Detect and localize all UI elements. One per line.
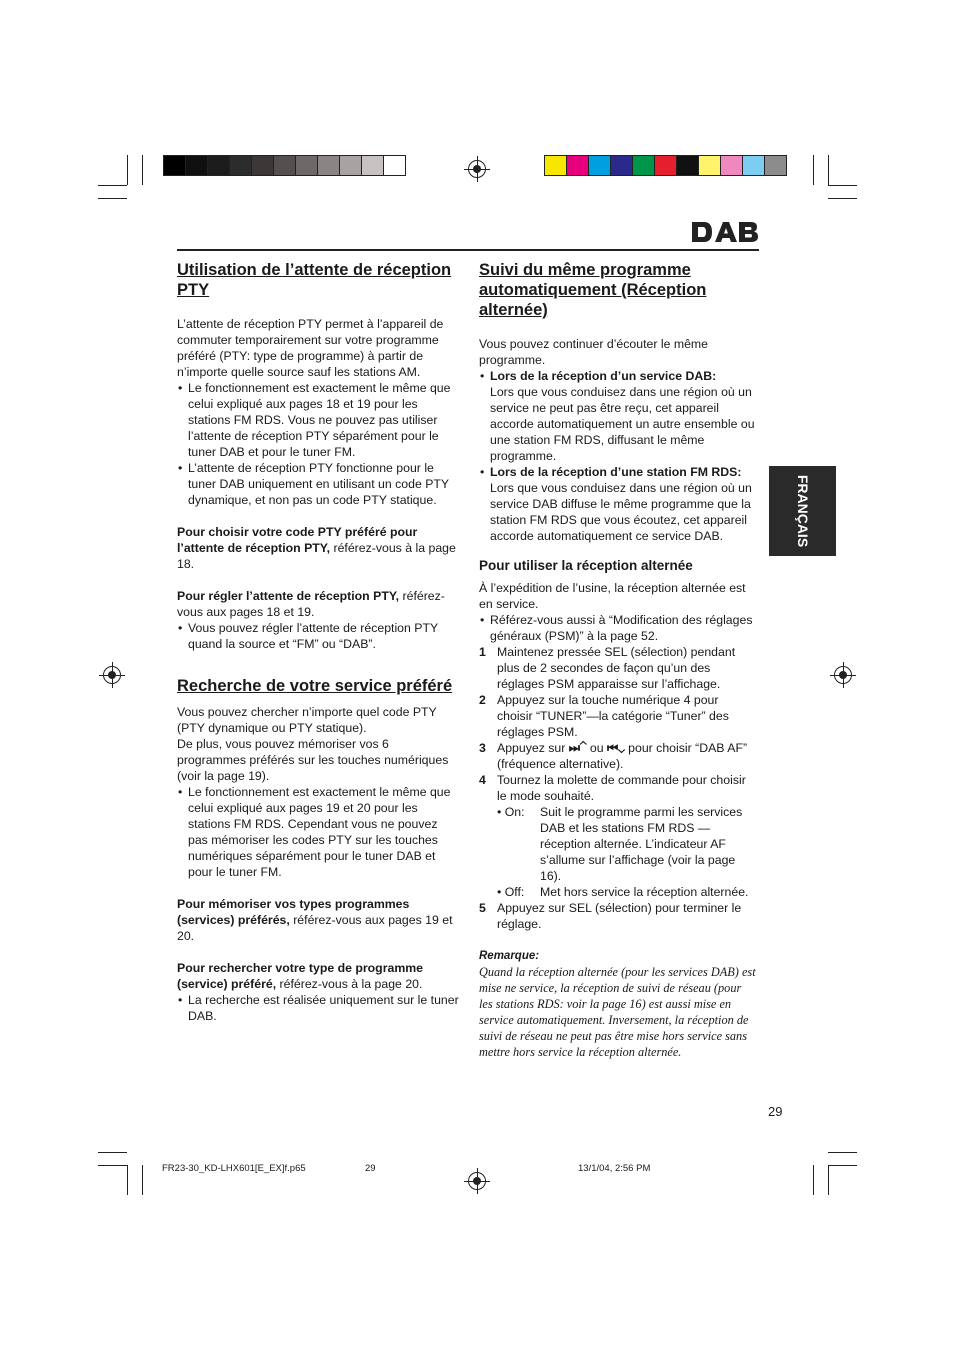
footer-filename: FR23-30_KD-LHX601[E_EX]f.p65 <box>162 1163 306 1174</box>
crop-mark <box>828 1165 857 1166</box>
crop-mark <box>127 1165 128 1195</box>
color-swatch <box>295 155 318 176</box>
crop-mark <box>828 198 857 199</box>
registration-mark-icon <box>834 666 852 684</box>
crop-mark <box>142 1165 143 1195</box>
crop-mark <box>828 155 829 185</box>
crop-mark <box>142 155 143 185</box>
bullet-item: • La recherche est réalisée uniquement sur le tuner DAB. <box>177 992 459 1024</box>
remark-title: Remarque: <box>479 950 540 962</box>
cmyk-color-bar <box>544 155 786 176</box>
crop-mark <box>828 185 857 186</box>
paragraph: De plus, vous pouvez mémoriser vos 6 programmes préférés sur les touches numériques (voir la page 19). <box>177 737 449 783</box>
color-swatch <box>317 155 340 176</box>
left-column <box>177 258 459 1024</box>
footer-page: 29 <box>365 1163 376 1174</box>
section-title-alternative-reception: Suivi du même programme automatiquement (Réception alternée) <box>479 261 707 319</box>
step-item: 5 Appuyez sur SEL (sélection) pour terminer le réglage. <box>479 901 742 931</box>
color-swatch <box>632 155 655 176</box>
color-swatch <box>588 155 611 176</box>
paragraph: Pour régler l’attente de réception PTY, référez-vous aux pages 18 et 19. <box>177 589 445 619</box>
registration-mark-icon <box>103 666 121 684</box>
step-item: 1 Maintenez pressée SEL (sélection) pendant plus de 2 secondes de façon qu’un des réglages PSM apparaisse sur l’affichage. <box>479 645 736 691</box>
right-column <box>479 258 757 1060</box>
bullet-item: • Le fonctionnement est exactement le même que celui expliqué aux pages 18 et 19 pour les stations FM RDS. Vous ne pouvez pas utiliser l’attente de réception PTY séparément pour le tuner DAB et pour le tuner FM. <box>177 380 459 460</box>
paragraph: Pour mémoriser vos types programmes (services) préférés, référez-vous aux pages 19 et 20. <box>177 897 453 943</box>
crop-mark <box>813 1165 814 1195</box>
color-swatch <box>544 155 567 176</box>
footer-date: 13/1/04, 2:56 PM <box>578 1163 651 1174</box>
crop-mark <box>98 198 127 199</box>
bullet-item: • Lors de la réception d’une station FM RDS: Lors que vous conduisez dans une région où un service DAB diffuse le même programme que la station FM RDS que vous écoutez, cet appareil accorde automatiquement ce service DAB. <box>479 464 757 544</box>
bullet-item: • Vous pouvez régler l’attente de réception PTY quand la source et “FM” ou “DAB”. <box>177 620 459 652</box>
bullet-item: • Lors de la réception d’un service DAB: Lors que vous conduisez dans une région où un service ne peut pas être reçu, cet appareil accorde automatiquement un autre ensemble ou une station FM RDS, diffusant le même programme. <box>479 368 757 464</box>
color-swatch <box>764 155 787 176</box>
step-item: 4 Tournez la molette de commande pour choisir le mode souhaité. <box>479 773 746 803</box>
color-swatch <box>654 155 677 176</box>
paragraph: Pour choisir votre code PTY préféré pour l’attente de réception PTY, référez-vous à la page 18. <box>177 525 456 571</box>
language-tab: FRANÇAIS <box>769 466 836 556</box>
grayscale-color-bar <box>163 155 405 176</box>
bullet-item: • Référez-vous aussi à “Modification des réglages généraux (PSM)” à la page 52. <box>479 612 757 644</box>
crop-mark <box>828 1152 857 1153</box>
header-rule <box>177 249 759 251</box>
color-swatch <box>676 155 699 176</box>
color-swatch <box>698 155 721 176</box>
registration-mark-icon <box>468 1172 486 1190</box>
color-swatch <box>339 155 362 176</box>
section-title-preferred-service: Recherche de votre service préféré <box>177 677 453 695</box>
next-up-icon: ⏭⌃ <box>568 741 587 755</box>
paragraph: Pour rechercher votre type de programme (service) préféré, référez-vous à la page 20. <box>177 961 424 991</box>
color-swatch <box>185 155 208 176</box>
remark-text: Quand la réception alternée (pour les services DAB) est mise ne service, la réception de suivi de réseau (pour les stations RDS: voir la page 16) est aussi mise en service automatiquement. Inversement, la réception de suivi de réseau ne peut pas être mise hors service sans mettre hors service la réception alternée. <box>479 965 756 1059</box>
dab-logo <box>690 220 760 244</box>
crop-mark <box>813 155 814 185</box>
step-item: 2 Appuyez sur la touche numérique 4 pour choisir “TUNER”—la catégorie “Tuner” des réglages PSM. <box>479 693 729 739</box>
subsection-title: Pour utiliser la réception alternée <box>479 558 693 573</box>
registration-mark-icon <box>468 160 486 178</box>
paragraph: Vous pouvez continuer d’écouter le même programme. <box>479 337 708 367</box>
option-on: • On: Suit le programme parmi les services DAB et les stations FM RDS —réception alternée. L’indicateur AF s’allume sur l’affichage (voir la page 16). <box>497 805 743 883</box>
crop-mark <box>127 155 128 185</box>
color-swatch <box>163 155 186 176</box>
step-item: 3 Appuyez sur ⏭⌃ ou ⏮⌄ pour choisir “DAB AF” (fréquence alternative). <box>479 741 748 771</box>
paragraph: Vous pouvez chercher n’importe quel code PTY (PTY dynamique ou PTY statique). <box>177 705 437 735</box>
color-swatch <box>720 155 743 176</box>
prev-down-icon: ⏮⌄ <box>607 741 625 755</box>
color-swatch <box>383 155 406 176</box>
color-swatch <box>361 155 384 176</box>
crop-mark <box>828 1165 829 1195</box>
paragraph: L’attente de réception PTY permet à l’appareil de commuter temporairement sur votre programme préféré (PTY: type de programme) à partir de n’importe quelle source sauf les stations AM. <box>177 317 444 379</box>
crop-mark <box>98 1152 127 1153</box>
bullet-item: • Le fonctionnement est exactement le même que celui expliqué aux pages 19 et 20 pour les stations FM RDS. Cependant vous ne pouvez pas mémoriser les codes PTY sur les touches numériques séparément pour le tuner DAB et pour le tuner FM. <box>177 784 459 880</box>
color-swatch <box>566 155 589 176</box>
color-swatch <box>229 155 252 176</box>
crop-mark <box>98 1165 127 1166</box>
page-number: 29 <box>768 1104 783 1119</box>
color-swatch <box>273 155 296 176</box>
section-title-pty-standby: Utilisation de l’attente de réception PTY <box>177 261 452 299</box>
crop-mark <box>98 185 127 186</box>
color-swatch <box>742 155 765 176</box>
bullet-item: • L’attente de réception PTY fonctionne pour le tuner DAB uniquement en utilisant un code PTY dynamique, et non pas un code PTY statique. <box>177 460 459 508</box>
paragraph: À l’expédition de l’usine, la réception alternée est en service. <box>479 581 746 611</box>
option-off: • Off: Met hors service la réception alternée. <box>497 885 749 899</box>
color-swatch <box>207 155 230 176</box>
color-swatch <box>610 155 633 176</box>
color-swatch <box>251 155 274 176</box>
